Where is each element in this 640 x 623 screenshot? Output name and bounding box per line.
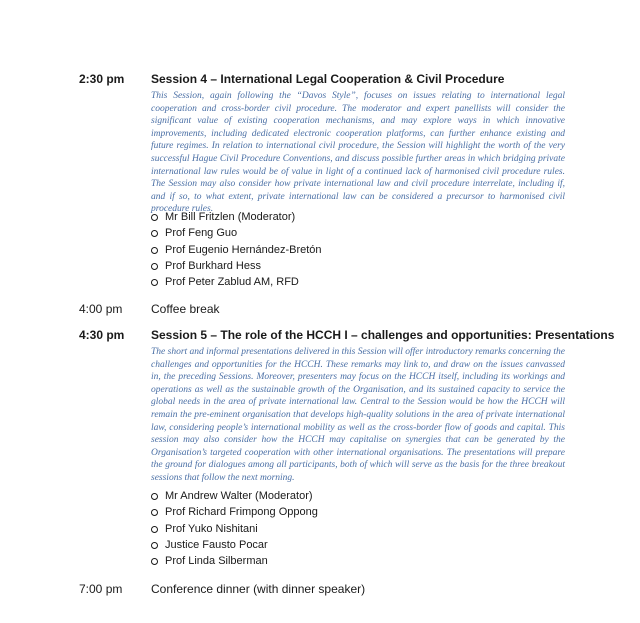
speaker-item — [151, 504, 318, 520]
bullet-icon — [151, 279, 158, 286]
speaker-name: Prof Burkhard Hess — [165, 259, 261, 272]
speaker-name: Prof Peter Zablud AM, RFD — [165, 276, 299, 289]
break-time: 7:00 pm — [79, 582, 123, 596]
bullet-icon — [151, 214, 158, 221]
session-title: Session 4 – International Legal Cooperation & Civil Procedure — [151, 72, 505, 86]
speaker-list — [151, 488, 318, 569]
speaker-item — [151, 209, 322, 225]
speaker-item — [151, 521, 318, 537]
speaker-name: Mr Bill Fritzlen (Moderator) — [165, 211, 296, 223]
bullet-icon — [151, 542, 158, 549]
speaker-item — [151, 553, 318, 569]
speaker-item — [151, 274, 322, 290]
session-title: Session 5 – The role of the HCCH I – challenges and opportunities: Presentations — [151, 328, 615, 342]
break-label: Coffee break — [151, 302, 220, 316]
bullet-icon — [151, 558, 158, 565]
speaker-item — [151, 488, 318, 504]
speaker-item — [151, 258, 322, 274]
bullet-icon — [151, 493, 158, 500]
speaker-list — [151, 209, 322, 290]
speaker-item — [151, 537, 318, 553]
speaker-name: Mr Andrew Walter (Moderator) — [165, 490, 313, 502]
session-time: 2:30 pm — [79, 72, 125, 86]
speaker-name: Justice Fausto Pocar — [165, 538, 268, 551]
speaker-name: Prof Linda Silberman — [165, 555, 268, 568]
bullet-icon — [151, 263, 158, 270]
session-time: 4:30 pm — [79, 328, 125, 342]
speaker-name: Prof Eugenio Hernández-Bretón — [165, 243, 322, 256]
speaker-item — [151, 242, 322, 258]
session-description: The short and informal presentations delivered in this Session will offer introductory remarks concerning the challenges and opportunities for the HCCH. These remarks may link to, and draw on the issues canvassed in, the preceding Sessions. Moreover, presenters may focus on the HCCH itself, including its workings and operations as well as the sustainable growth of the Organisation, and its sustained capacity to service the global needs in the area of private international law. Central to the Session would be how the HCCH will remain the pre-eminent organisation that develops high-quality solutions in the area of private international law, considering people’s international mobility as well as the cross-border flow of goods and capital. This session may also consider how the HCCH may capitalise on synergies that can be generated by the Organisation’s targeted cooperation with other international organisations. The presentations will prepare the ground for dialogues among all participants, both of which will serve as the basis for the three breakout sessions that follow the next morning. — [151, 347, 565, 483]
break-label: Conference dinner (with dinner speaker) — [151, 582, 366, 596]
bullet-icon — [151, 247, 158, 254]
speaker-item — [151, 225, 322, 241]
bullet-icon — [151, 526, 158, 533]
break-time: 4:00 pm — [79, 302, 123, 316]
bullet-icon — [151, 509, 158, 516]
bullet-icon — [151, 230, 158, 237]
speaker-name: Prof Yuko Nishitani — [165, 522, 258, 535]
speaker-name: Prof Richard Frimpong Oppong — [165, 506, 318, 519]
session-description: This Session, again following the “Davos Style”, focuses on issues relating to international legal cooperation and cross-border civil procedure. The moderator and expert panellists will consider the significant value of existing cooperation mechanisms, and may explore ways in which innovative improvements, including dedicated electronic cooperation platforms, can further enhance existing and future regimes. In relation to international civil procedure, the Session will highlight the worth of the very successful Hague Civil Procedure Conventions, and discuss possible further areas in which bridging private international law rules would be of value in light of a continued lack of harmonised civil procedure rules. The Session may also consider how private international law and civil procedure interrelate, including if, and if so, to what extent, private international law can be considered a precursor to harmonised civil procedure rules. — [151, 91, 565, 215]
speaker-name: Prof Feng Guo — [165, 227, 238, 240]
